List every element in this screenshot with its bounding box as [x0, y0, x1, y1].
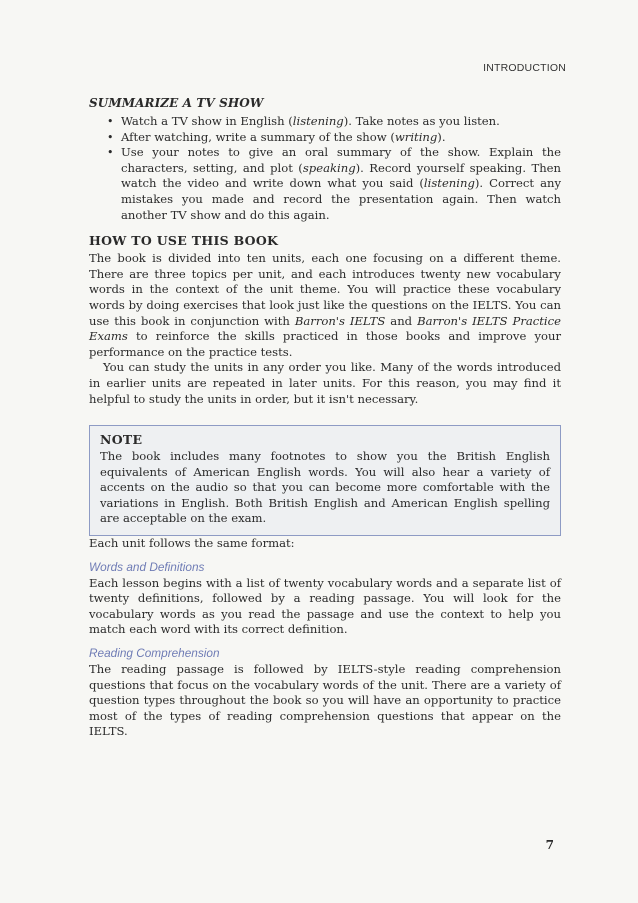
page-number: 7: [545, 838, 554, 852]
bullet-icon: •: [107, 115, 114, 128]
list-item: • Use your notes to give an oral summary of the show. Explain the characters, setting, and plot (speaking). Record yourself speaking. Then watch the video and write down what you said (listening). Correct any mistakes you made and record the presentation again. Then watch another TV show and do this again.: [107, 145, 562, 222]
list-item: • After watching, write a summary of the show (writing).: [107, 129, 446, 144]
bullet-icon: •: [107, 146, 114, 160]
summarize-heading: SUMMARIZE A TV SHOW: [89, 96, 264, 110]
how-to-use-heading: HOW TO USE THIS BOOK: [89, 233, 279, 249]
reading-comprehension-text: The reading passage is followed by IELTS-style reading comprehension questions that focus on the vocabulary words of the unit. There are a variety of question types throughout the book so you will have an opportunity to practice most of the types of reading comprehension questions that appear on the IELTS.: [89, 662, 561, 739]
format-line: Each unit follows the same format:: [89, 536, 295, 551]
reading-comprehension-heading: Reading Comprehension: [89, 646, 220, 661]
words-definitions-heading: Words and Definitions: [89, 559, 205, 574]
note-box: [89, 425, 561, 536]
bullet-icon: •: [107, 130, 114, 144]
summarize-list: [89, 114, 561, 223]
how-to-use-paragraph-1: The book is divided into ten units, each one focusing on a different theme. There are three topics per unit, and each introduces twenty new vocabulary words in the context of the unit theme. You will practice these vocabulary words by doing exercises that look just like the questions on the IELTS. You can use this book in conjunction with Barron's IELTS and Barron's IELTS Practice Exams to reinforce the skills practiced in those books and improve your performance on the practice tests.: [89, 251, 561, 359]
note-title: NOTE: [100, 432, 143, 448]
list-item: • Watch a TV show in English (listening). Take notes as you listen.: [107, 114, 500, 128]
page-content: [89, 96, 561, 740]
words-definitions-text: Each lesson begins with a list of twenty vocabulary words and a separate list of twenty definitions, followed by a reading passage. You will look for the vocabulary words as you read the passage and use the context to help you match each word with its correct definition.: [89, 575, 561, 637]
running-head: INTRODUCTION: [483, 62, 566, 74]
how-to-use-paragraph-2: You can study the units in any order you like. Many of the words introduced in earlier units are repeated in later units. For this reason, you may find it helpful to study the units in order, but it isn't necessary.: [89, 360, 561, 406]
note-text: The book includes many footnotes to show you the British English equivalents of American English words. You will also hear a variety of accents on the audio so that you can become more comfortable with the variations in English. Both British English and American English spelling are acceptable on the exam.: [100, 449, 550, 526]
